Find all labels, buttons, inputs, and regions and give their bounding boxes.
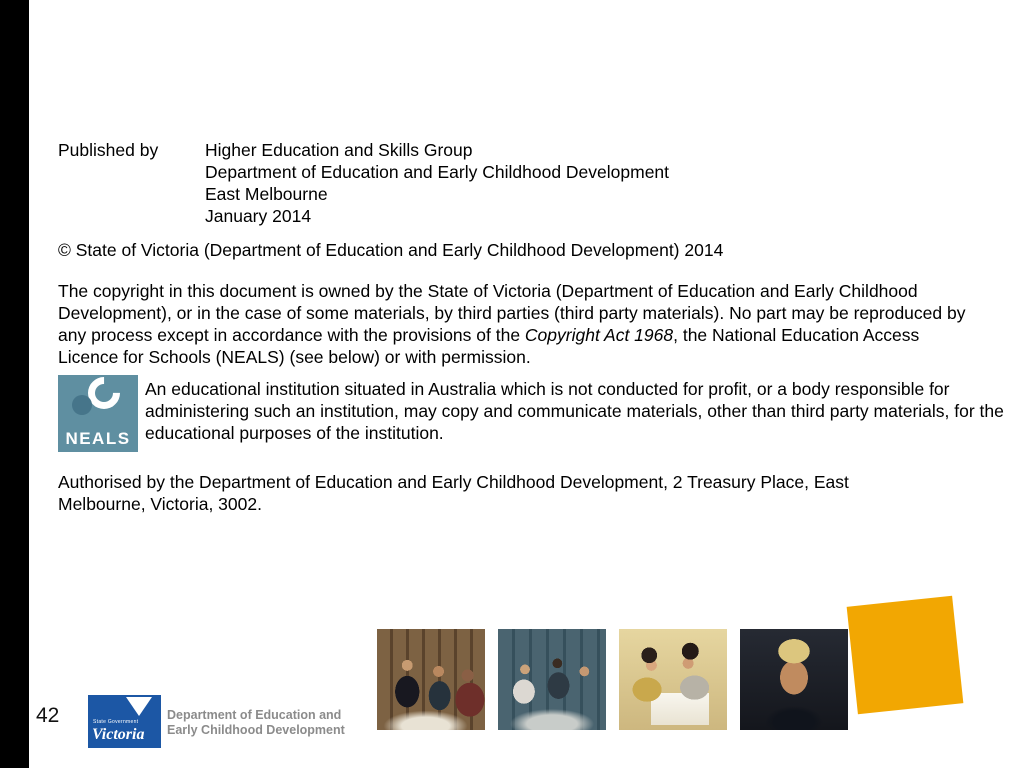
state-government-label: State Government [93,719,139,725]
neals-swirl-dot-icon [72,395,92,415]
published-by-block [58,139,669,227]
neals-paragraph: An educational institution situated in Australia which is not conducted for profit, or a body responsible for administering such an institution, may copy and communicate materials, other than third party materials, for the educational purposes of the institution. [145,379,1004,443]
publisher-line-group: Higher Education and Skills Group [205,140,473,160]
photo-strip [377,629,848,730]
publisher-line-department: Department of Education and Early Childhood Development [205,162,670,182]
page-number: 42 [36,704,60,727]
copyright-paragraph [58,280,976,368]
neals-logo-text: NEALS [65,429,131,448]
photo-students-laptop [619,629,727,730]
department-name [167,708,345,738]
copyright-act-italic: Copyright Act 1968 [524,325,674,345]
neals-logo [58,375,138,452]
left-black-bar [0,0,29,768]
photo-students-study-table [498,629,606,730]
department-name-line2: Early Childhood Development [167,723,345,737]
published-by-label: Published by [58,140,159,160]
victoria-government-logo [88,695,161,748]
copyright-paragraph-part2: , the National Education Access Licence for Schools (NEALS) (see below) or with permission. [58,325,920,367]
photo-library-students [377,629,485,730]
copyright-statement: © State of Victoria (Department of Education and Early Childhood Development) 2014 [58,240,724,260]
publisher-line-city: East Melbourne [205,184,328,204]
copyright-paragraph-part1: The copyright in this document is owned by the State of Victoria (Department of Education and Early Childhood Development), or in the case of some materials, by third parties (third party materials). No part may be reproduced by any process except in accordance with the provisions of the [58,281,966,345]
authorised-paragraph: Authorised by the Department of Education and Early Childhood Development, 2 Treasury Place, East Melbourne, Victoria, 3002. [58,472,849,514]
publisher-line-date: January 2014 [205,206,312,226]
victoria-label: Victoria [92,726,145,743]
orange-accent-square [847,596,964,714]
publisher-lines [205,139,669,227]
department-name-line1: Department of Education and [167,708,342,722]
photo-smiling-student [740,629,848,730]
victoria-v-icon [126,697,152,716]
